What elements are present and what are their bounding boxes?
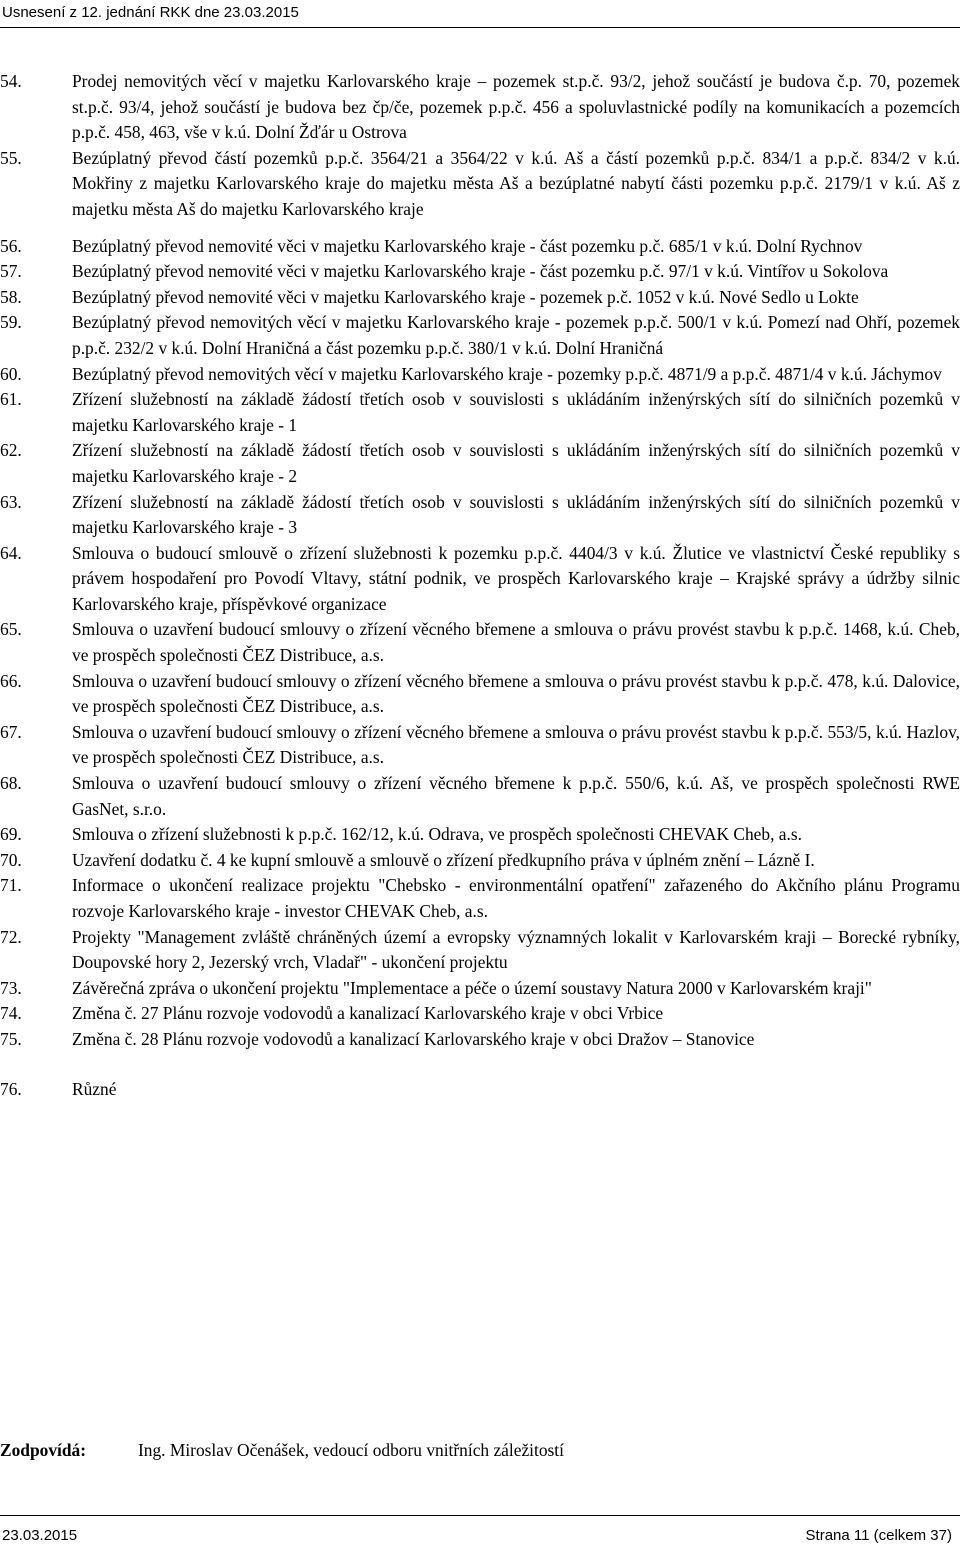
- item-text: Zřízení služebností na základě žádostí třetích osob v souvislosti s ukládáním inženýrských sítí do silničních pozemků v majetku Karlovarského kraje - 3: [72, 491, 960, 538]
- item-text: Uzavření dodatku č. 4 ke kupní smlouvě a smlouvě o zřízení předkupního práva v úplném znění – Lázně I.: [72, 849, 815, 870]
- item-text: Smlouva o uzavření budoucí smlouvy o zřízení věcného břemene a smlouva o právu provést stavbu k p.p.č. 478, k.ú. Dalovice, ve prospěch společnosti ČEZ Distribuce, a.s.: [72, 670, 960, 717]
- item-text: Smlouva o uzavření budoucí smlouvy o zřízení věcného břemene a smlouva o právu provést stavbu k p.p.č. 553/5, k.ú. Hazlov, ve prospěch společnosti ČEZ Distribuce, a.s.: [72, 721, 960, 768]
- agenda-item-54: [0, 69, 960, 146]
- item-text: Bezúplatný převod nemovité věci v majetku Karlovarského kraje - část pozemku p.č. 685/1 v k.ú. Dolní Rychnov: [72, 235, 863, 256]
- item-text: Smlouva o zřízení služebnosti k p.p.č. 162/12, k.ú. Odrava, ve prospěch společnosti CHEVAK Cheb, a.s.: [72, 824, 802, 845]
- page-footer: [0, 1515, 960, 1548]
- page-number: Strana 11 (celkem 37): [805, 1527, 952, 1544]
- agenda-item-69: [0, 822, 960, 848]
- header-title: Usnesení z 12. jednání RKK dne 23.03.2015: [2, 4, 299, 21]
- footer-date: 23.03.2015: [2, 1527, 78, 1544]
- agenda-item-75: [0, 1027, 960, 1053]
- agenda-item-59: [0, 310, 960, 361]
- item-number: 73.: [0, 977, 22, 998]
- agenda-item-64: [0, 541, 960, 618]
- item-number: 71.: [0, 875, 22, 896]
- item-text: Závěrečná zpráva o ukončení projektu "Implementace a péče o území soustavy Natura 2000 v Karlovarském kraji": [72, 977, 872, 998]
- item-number: 63.: [0, 491, 22, 512]
- item-number: 65.: [0, 619, 22, 640]
- item-text: Zřízení služebností na základě žádostí třetích osob v souvislosti s ukládáním inženýrských sítí do silničních pozemků v majetku Karlovarského kraje - 2: [72, 440, 960, 486]
- item-text: Informace o ukončení realizace projektu "Chebsko - environmentální opatření" zařazeného do Akčního plánu Programu rozvoje Karlovarského kraje - investor CHEVAK Cheb, a.s.: [72, 875, 960, 921]
- agenda-item-66: [0, 669, 960, 720]
- item-text: Změna č. 28 Plánu rozvoje vodovodů a kanalizací Karlovarského kraje v obci Dražov – Stanovice: [72, 1028, 755, 1049]
- item-number: 68.: [0, 773, 22, 794]
- item-text: Změna č. 27 Plánu rozvoje vodovodů a kanalizací Karlovarského kraje v obci Vrbice: [72, 1003, 664, 1024]
- responsible-value: Ing. Miroslav Očenášek, vedoucí odboru vnitřních záležitostí: [138, 1440, 564, 1460]
- item-number: 70.: [0, 849, 22, 870]
- item-text: Různé: [72, 1078, 117, 1099]
- agenda-item-56: [0, 234, 960, 260]
- item-text: Bezúplatný převod částí pozemků p.p.č. 3564/21 a 3564/22 v k.ú. Aš a částí pozemků p.p.č. 834/1 a p.p.č. 834/2 v k.ú. Mokřiny z majetku Karlovarského kraje do majetku města Aš a bezúplatné nabytí části pozemku p.p.č. 2179/1 v k.ú. Aš z majetku města Aš do majetku Karlovarského kraje: [72, 147, 960, 219]
- agenda-item-60: [0, 362, 960, 388]
- item-text: Projekty "Management zvláště chráněných území a evropsky významných lokalit v Karlovarském kraji – Borecké rybníky, Doupovské hory 2, Jezerský vrch, Vladař" - ukončení projektu: [72, 926, 960, 973]
- item-number: 64.: [0, 542, 22, 563]
- agenda-item-67: [0, 720, 960, 771]
- item-text: Zřízení služebností na základě žádostí třetích osob v souvislosti s ukládáním inženýrských sítí do silničních pozemků v majetku Karlovarského kraje - 1: [72, 389, 960, 435]
- agenda-item-68: [0, 771, 960, 822]
- agenda-item-63: [0, 490, 960, 541]
- item-number: 61.: [0, 389, 22, 410]
- item-text: Bezúplatný převod nemovitých věcí v majetku Karlovarského kraje - pozemky p.p.č. 4871/9 a p.p.č. 4871/4 v k.ú. Jáchymov: [72, 363, 942, 384]
- item-text: Prodej nemovitých věcí v majetku Karlovarského kraje – pozemek st.p.č. 93/2, jehož součástí je budova č.p. 70, pozemek st.p.č. 93/4, jehož součástí je budova bez čp/če, pozemek p.p.č. 456 a spoluvlastnické podíly na komunikacích a pozemcích p.p.č. 458, 463, vše v k.ú. Dolní Žďár u Ostrova: [72, 71, 960, 143]
- agenda-item-55: [0, 146, 960, 223]
- item-number: 60.: [0, 363, 22, 384]
- item-text: Bezúplatný převod nemovitých věcí v majetku Karlovarského kraje - pozemek p.p.č. 500/1 v k.ú. Pomezí nad Ohří, pozemek p.p.č. 232/2 v k.ú. Dolní Hraničná a část pozemku p.p.č. 380/1 v k.ú. Dolní Hraničná: [72, 312, 960, 358]
- agenda-item-65: [0, 617, 960, 668]
- page-header: [0, 0, 960, 30]
- item-text: Smlouva o uzavření budoucí smlouvy o zřízení věcného břemene k p.p.č. 550/6, k.ú. Aš, ve prospěch společnosti RWE GasNet, s.r.o.: [72, 773, 960, 819]
- responsible-person: [0, 1438, 960, 1463]
- agenda-item-74: [0, 1001, 960, 1027]
- item-number: 72.: [0, 926, 22, 947]
- responsible-label: Zodpovídá:: [0, 1440, 87, 1460]
- item-number: 75.: [0, 1028, 22, 1049]
- item-number: 56.: [0, 235, 22, 256]
- item-number: 58.: [0, 286, 22, 307]
- agenda-item-71: [0, 873, 960, 924]
- item-number: 74.: [0, 1003, 22, 1024]
- agenda-item-62: [0, 438, 960, 489]
- item-number: 76.: [0, 1078, 22, 1099]
- agenda-item-72: [0, 925, 960, 976]
- header-divider: [0, 27, 960, 28]
- agenda-item-58: [0, 285, 960, 311]
- item-text: Bezúplatný převod nemovité věci v majetku Karlovarského kraje - pozemek p.č. 1052 v k.ú. Nové Sedlo u Lokte: [72, 286, 859, 307]
- agenda-item-70: [0, 848, 960, 874]
- agenda-item-57: [0, 259, 960, 285]
- item-number: 59.: [0, 312, 22, 333]
- footer-divider: [0, 1515, 960, 1516]
- item-text: Bezúplatný převod nemovité věci v majetku Karlovarského kraje - část pozemku p.č. 97/1 v k.ú. Vintířov u Sokolova: [72, 261, 889, 282]
- agenda-item-61: [0, 387, 960, 438]
- item-number: 54.: [0, 71, 22, 91]
- item-text: Smlouva o budoucí smlouvě o zřízení služebnosti k pozemku p.p.č. 4404/3 v k.ú. Žlutice ve vlastnictví České republiky s právem hospodaření pro Povodí Vltavy, státní podnik, ve prospěch Karlovarského kraje – Krajské správy a údržby silnic Karlovarského kraje, příspěvkové organizace: [72, 542, 960, 614]
- item-text: Smlouva o uzavření budoucí smlouvy o zřízení věcného břemene a smlouva o právu provést stavbu k p.p.č. 1468, k.ú. Cheb, ve prospěch společnosti ČEZ Distribuce, a.s.: [72, 619, 960, 666]
- item-number: 66.: [0, 670, 22, 691]
- item-number: 69.: [0, 824, 22, 845]
- agenda-item-73: [0, 976, 960, 1002]
- agenda-item-76: [0, 1077, 960, 1103]
- agenda-list: [0, 69, 960, 1102]
- item-number: 67.: [0, 721, 22, 742]
- item-number: 57.: [0, 261, 22, 282]
- item-number: 55.: [0, 147, 22, 168]
- item-number: 62.: [0, 440, 22, 461]
